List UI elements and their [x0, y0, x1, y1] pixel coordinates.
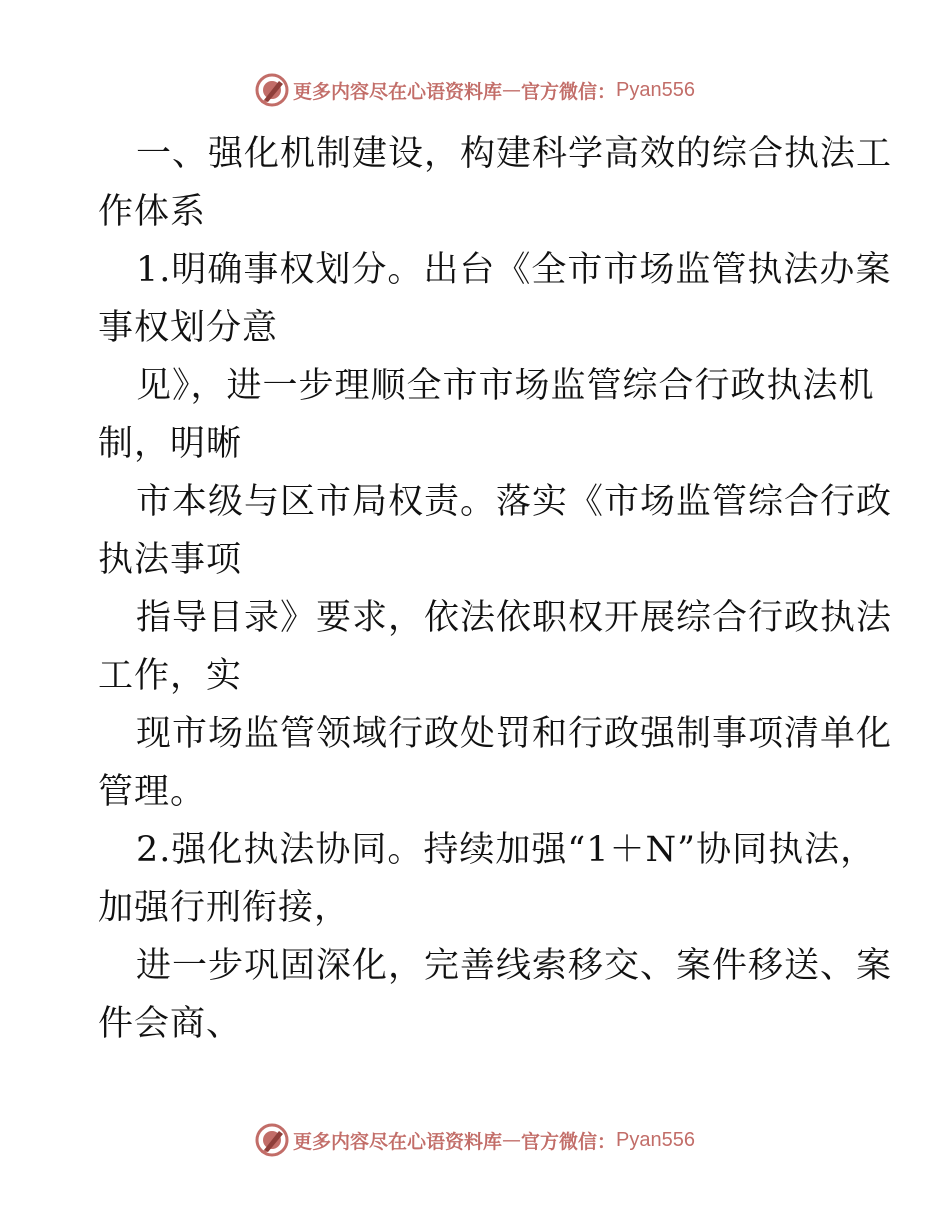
body-text — [98, 125, 893, 1053]
text-line: 管理。 — [98, 772, 207, 812]
text-line: 现市场监管领域行政处罚和行政强制事项清单化 — [136, 714, 893, 754]
text-line: 指导目录》要求，依法依职权开展综合行政执法 — [136, 598, 893, 638]
footer-banner — [0, 1120, 950, 1160]
text-line: 市本级与区市局权责。落实《市场监管综合行政 — [136, 482, 893, 522]
text-line: 事权划分意 — [98, 308, 279, 348]
banner-text: 更多内容尽在心语资料库 — [293, 80, 503, 103]
banner-text: 更多内容尽在心语资料库 — [293, 1130, 503, 1153]
banner-wechat-label: 官方微信： — [521, 80, 617, 103]
text-line: 2.强化执法协同。持续加强“1＋N”协同执法， — [136, 830, 877, 870]
text-line: 1.明确事权划分。出台《全市市场监管执法办案 — [136, 250, 892, 290]
banner-wechat-id: Pyan556 — [616, 78, 695, 101]
banner-wechat-id: Pyan556 — [616, 1128, 695, 1151]
banner-separator: — — [502, 79, 522, 101]
text-line: 作体系 — [98, 192, 207, 232]
banner-separator: — — [502, 1129, 522, 1151]
text-line: 件会商、 — [98, 1004, 243, 1044]
pen-logo-icon — [255, 1123, 289, 1157]
pen-logo-icon — [255, 73, 289, 107]
text-line: 进一步巩固深化，完善线索移交、案件移送、案 — [136, 946, 893, 986]
text-line: 制，明晰 — [98, 424, 243, 464]
text-line: 见》，进一步理顺全市市场监管综合行政执法机 — [136, 366, 875, 406]
text-line: 加强行刑衔接， — [98, 888, 351, 928]
banner-wechat-label: 官方微信： — [521, 1130, 617, 1153]
text-line: 执法事项 — [98, 540, 243, 580]
text-line: 一、强化机制建设，构建科学高效的综合执法工 — [136, 134, 893, 174]
text-line: 工作，实 — [98, 656, 243, 696]
header-banner — [0, 70, 950, 110]
